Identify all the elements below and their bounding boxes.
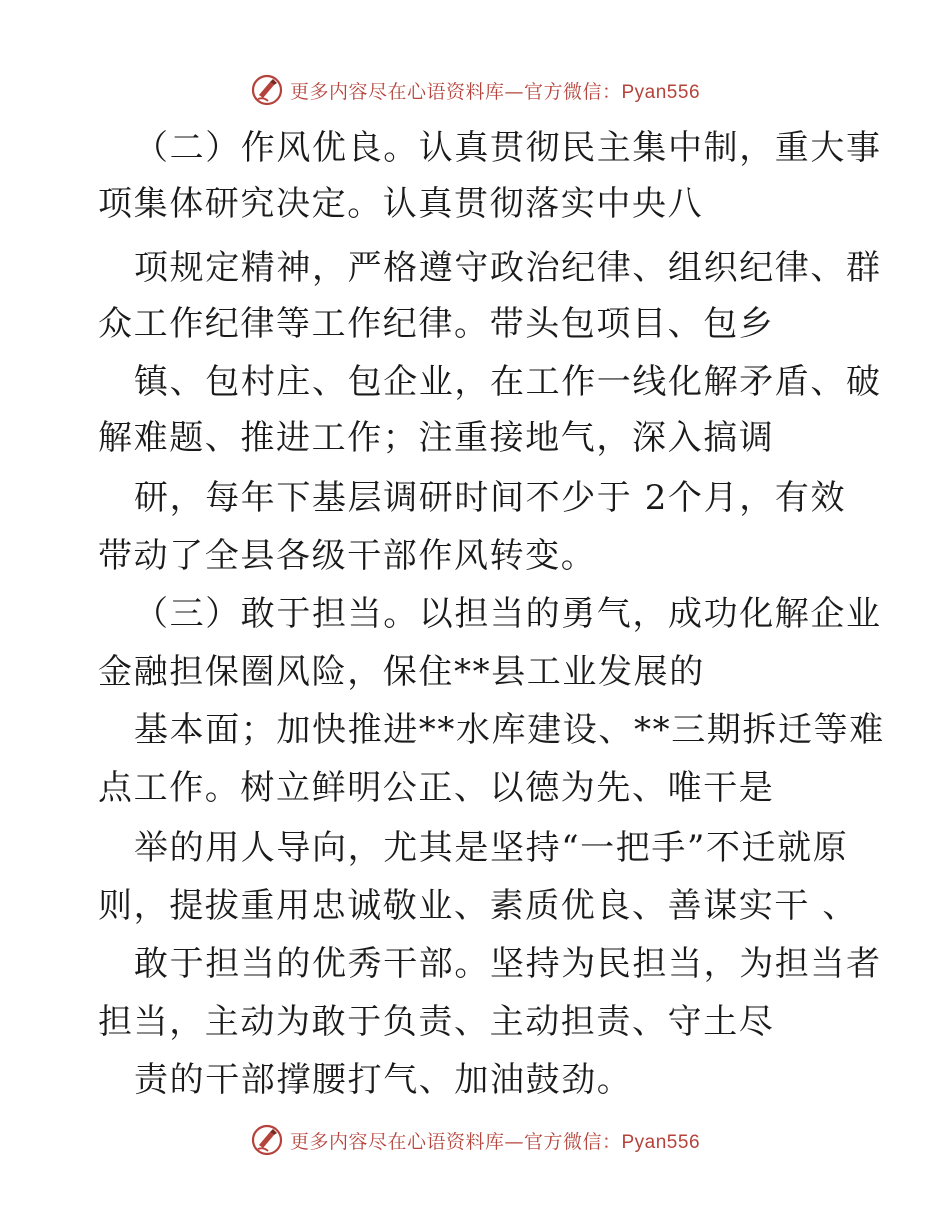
seal-logo-icon (250, 1123, 284, 1157)
banner-wechat-id: Pyan556 (621, 81, 701, 103)
text-line: 解难题、推进工作；注重接地气，深入搞调 (98, 418, 775, 458)
banner-text (290, 1127, 700, 1154)
banner-dash: — (504, 80, 524, 103)
text-line: （三）敢于担当。以担当的勇气，成功化解企业 (134, 594, 882, 634)
text-line: 项规定精神，严格遵守政治纪律、组织纪律、群 (134, 248, 882, 288)
text-line: 点工作。树立鲜明公正、以德为先、唯干是 (98, 768, 775, 808)
text-line: 金融担保圈风险，保住**县工业发展的 (98, 652, 705, 692)
banner-official-label: 官方微信： (523, 1130, 622, 1153)
text-line: 则，提拔重用忠诚敬业、素质优良、善谋实干 、 (98, 886, 859, 926)
text-line: 责的干部撑腰打气、加油鼓劲。 (134, 1060, 633, 1100)
banner-official-label: 官方微信： (523, 80, 622, 103)
text-line: 众工作纪律等工作纪律。带头包项目、包乡 (98, 304, 775, 344)
text-line: 带动了全县各级干部作风转变。 (98, 536, 597, 576)
banner-main-text: 更多内容尽在心语资料库 (289, 80, 505, 103)
text-line: 基本面；加快推进**水库建设、**三期拆迁等难 (134, 710, 885, 750)
text-line: 敢于担当的优秀干部。坚持为民担当，为担当者 (134, 944, 882, 984)
text-line: 镇、包村庄、包企业，在工作一线化解矛盾、破 (134, 362, 882, 402)
text-line: （二）作风优良。认真贯彻民主集中制，重大事 (134, 128, 882, 168)
text-line: 举的用人导向，尤其是坚持“一把手”不迁就原 (134, 828, 849, 868)
banner-wechat-id: Pyan556 (621, 1131, 701, 1153)
banner-text (290, 77, 700, 104)
seal-logo-icon (250, 73, 284, 107)
header-banner[interactable] (0, 70, 950, 110)
text-line: 研，每年下基层调研时间不少于 2个月，有效 (134, 478, 847, 518)
banner-dash: — (504, 1130, 524, 1153)
text-line: 项集体研究决定。认真贯彻落实中央八 (98, 184, 704, 224)
footer-banner[interactable] (0, 1120, 950, 1160)
banner-main-text: 更多内容尽在心语资料库 (289, 1130, 505, 1153)
text-line: 担当，主动为敢于负责、主动担责、守土尽 (98, 1002, 775, 1042)
